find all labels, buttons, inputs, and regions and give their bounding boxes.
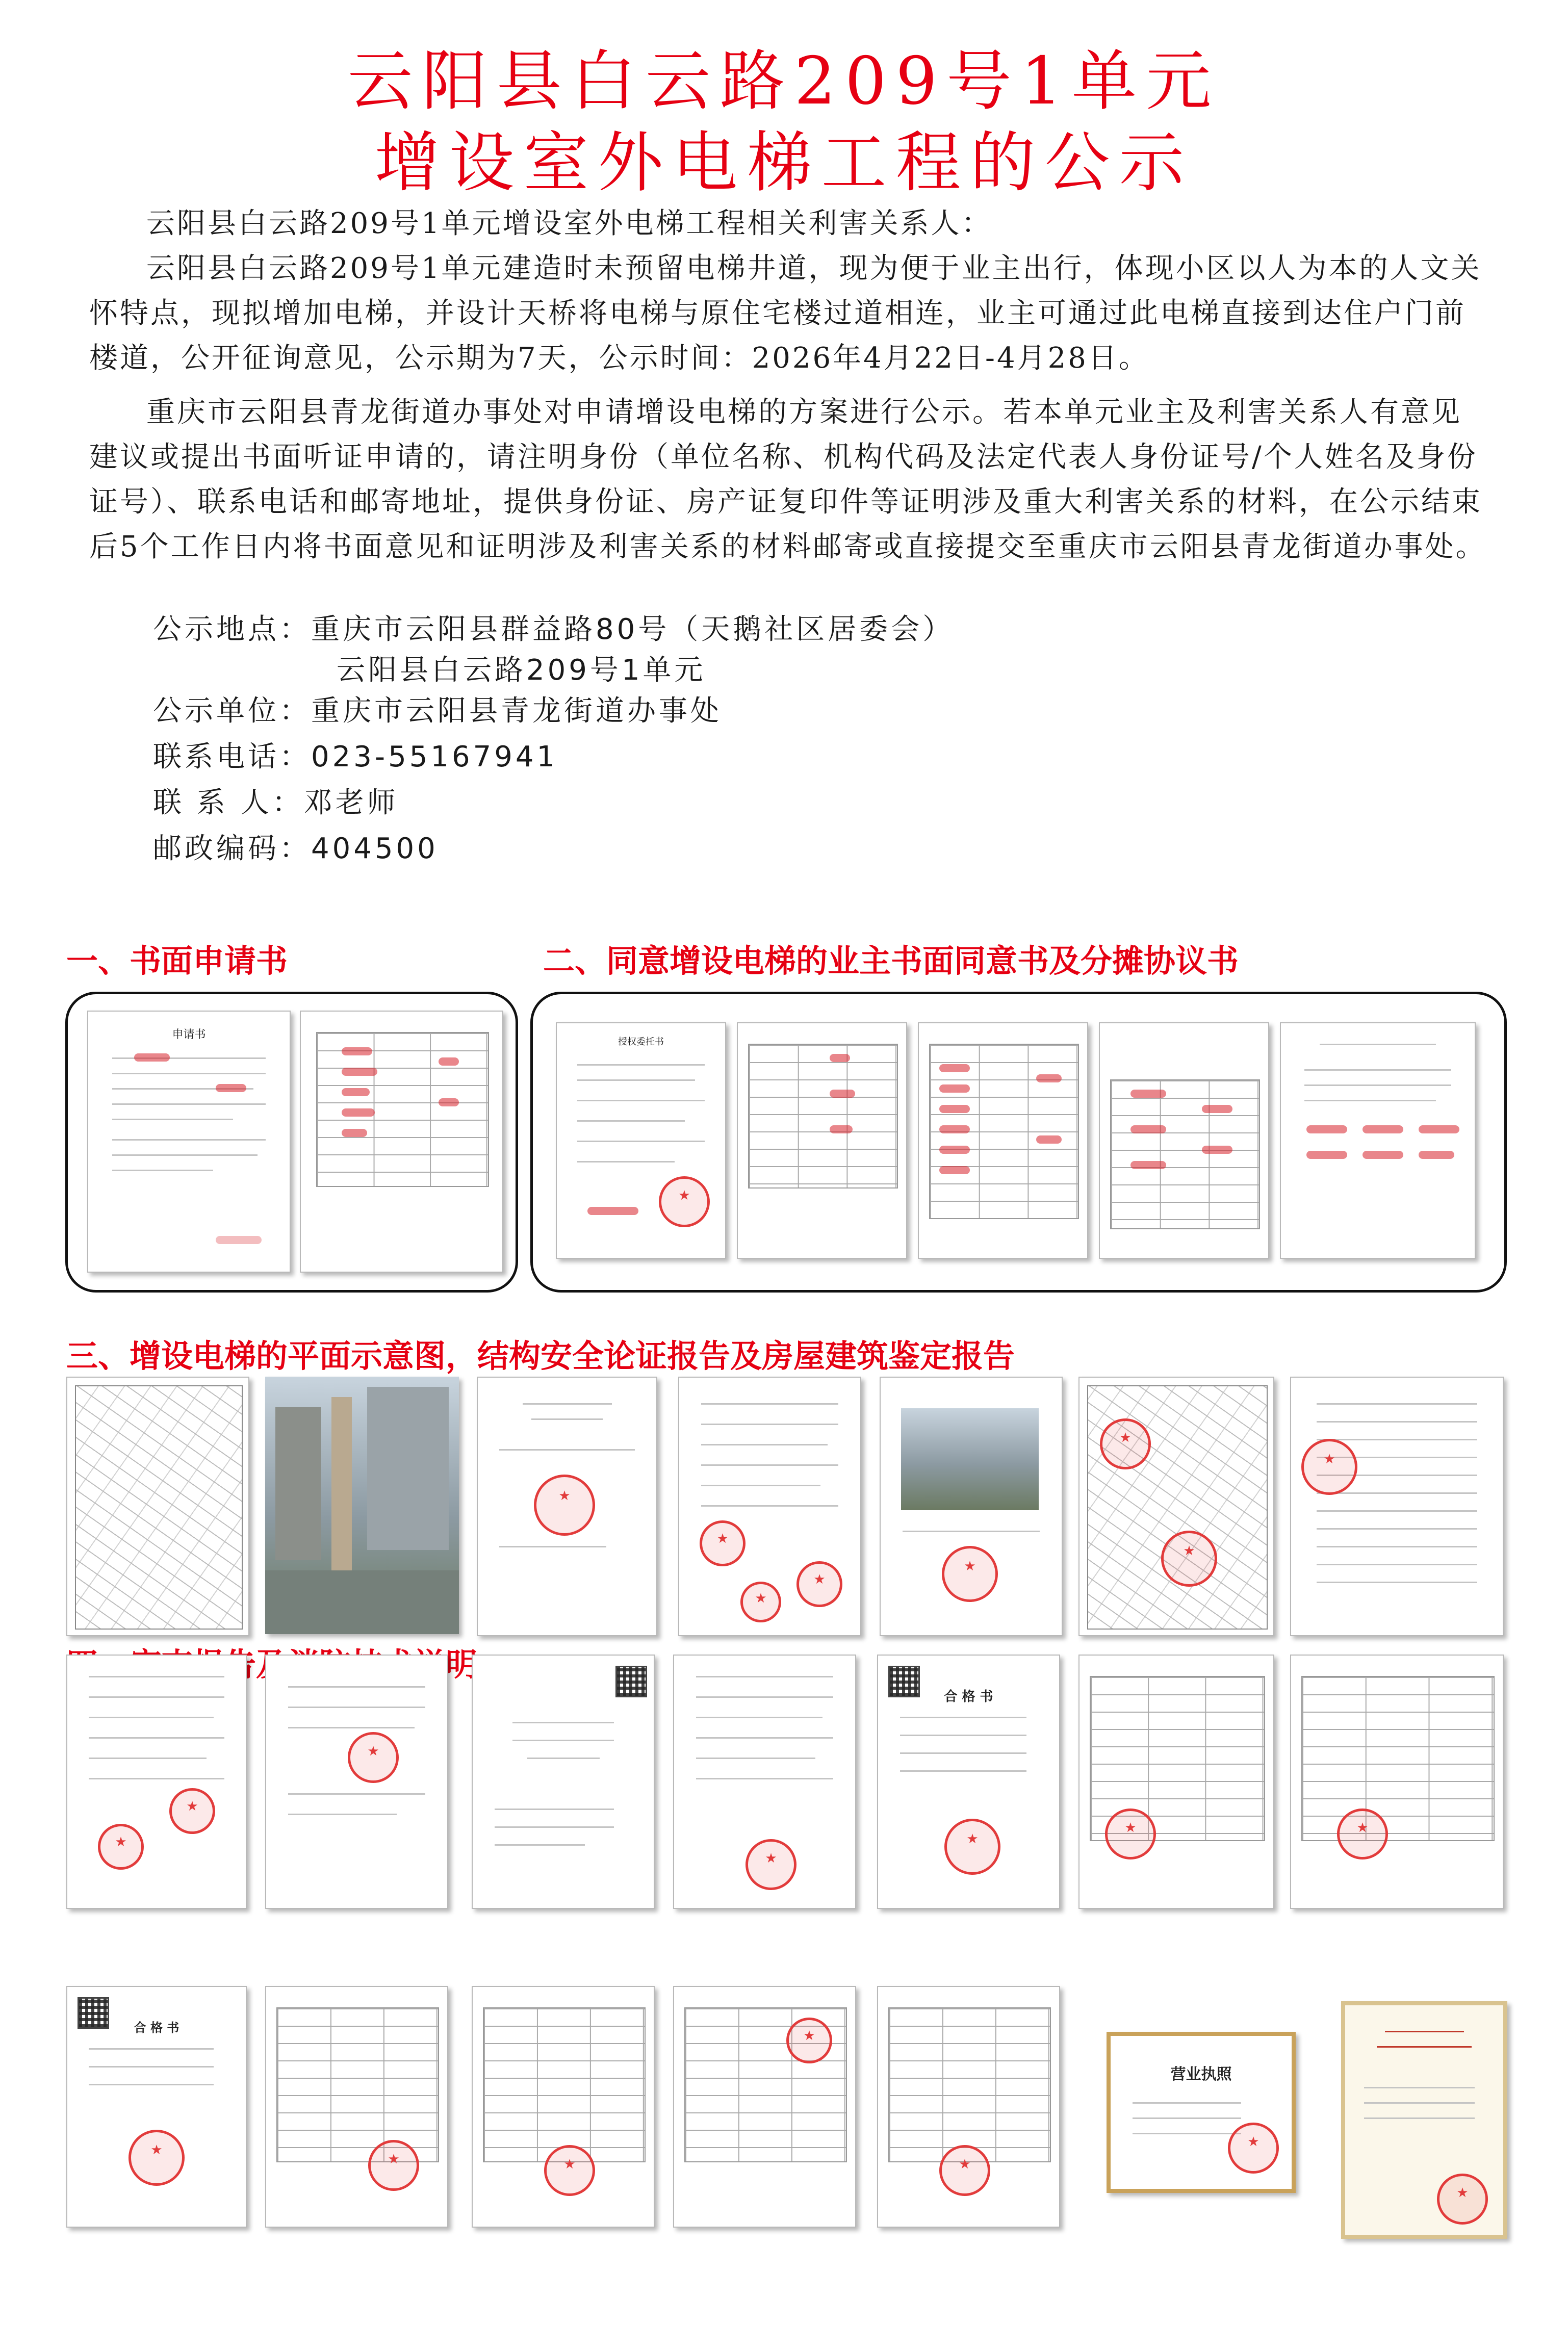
owner-consent-form-thumbnail — [918, 1022, 1088, 1259]
structural-report-page-thumbnail — [678, 1377, 861, 1636]
production-license-thumbnail — [1341, 2001, 1507, 2239]
fire-review-table-thumbnail — [877, 1986, 1060, 2228]
application-letter-heading: 申请书 — [172, 1028, 206, 1041]
building-photo-thumbnail — [265, 1377, 459, 1634]
notice-salutation: 云阳县白云路209号1单元增设室外电梯工程相关利害关系人： — [146, 207, 992, 240]
contact-location-2: 云阳县白云路209号1单元 — [337, 654, 706, 687]
page-title-line2: 增设室外电梯工程的公示 — [374, 125, 1194, 201]
page-title-line1: 云阳县白云路209号1单元 — [347, 43, 1221, 119]
structural-safety-report-cover-thumbnail — [477, 1377, 657, 1636]
notice-paragraph-1: 云阳县白云路209号1单元建造时未预留电梯井道，现为便于业主出行，体现小区以人为本的人文关怀特点，现拟增加电梯，并设计天桥将电梯与原住宅楼过道相连，业主可通过此电梯直接到达住户门前楼道，公开征询意见，公示期为7天，公示时间：2026年4月22日-4月28日。 — [89, 252, 1482, 375]
qualified-certificate-thumbnail — [877, 1655, 1060, 1909]
section-2-frame — [530, 992, 1507, 1293]
cost-sharing-agreement-thumbnail — [1280, 1022, 1476, 1259]
client-list-thumbnail — [737, 1022, 907, 1259]
section-heading-1: 一、书面申请书 — [66, 942, 288, 979]
authorization-letter-thumbnail — [556, 1022, 726, 1259]
qualified-certificate-heading: 合 格 书 — [944, 1689, 993, 1704]
contact-postcode: 邮政编码：404500 — [153, 832, 439, 865]
notice-paragraph-2: 重庆市云阳县青龙街道办事处对申请增设电梯的方案进行公示。若本单元业主及利害关系人有意见建议或提出书面听证申请的，请注明身份（单位名称、机构代码及法定代表人身份证号/个人姓名及身份证号）、联系电话和邮寄地址，提供身份证、房产证复印件等证明涉及重大利害关系的材料，在公示结束后5个工作日内将书面意见和证明涉及利害关系的材料邮寄或直接提交至重庆市云阳县青龙街道办事处。 — [89, 396, 1486, 563]
contact-person: 联 系 人：邓老师 — [153, 786, 399, 819]
review-form-table-thumbnail — [1078, 1655, 1274, 1909]
fire-review-form-thumbnail — [265, 1986, 448, 2228]
fire-review-opinion-thumbnail — [673, 1986, 856, 2228]
application-letter-thumbnail — [87, 1011, 291, 1273]
elevator-plan-drawing-thumbnail — [1078, 1377, 1274, 1636]
signature-list-thumbnail — [300, 1011, 503, 1273]
inspection-report-page-thumbnail — [66, 1655, 247, 1909]
fire-review-certificate-thumbnail — [66, 1986, 247, 2228]
authorization-letter-heading: 授权委托书 — [618, 1037, 664, 1047]
drawing-index-list-thumbnail — [1290, 1377, 1504, 1636]
section-1-frame — [65, 992, 518, 1293]
fire-review-certificate-heading: 合 格 书 — [134, 2020, 179, 2035]
business-license-thumbnail — [1107, 2032, 1296, 2193]
resident-signature-table-thumbnail — [1099, 1022, 1269, 1259]
business-license-heading: 营业执照 — [1170, 2065, 1232, 2083]
fire-review-form-2-thumbnail — [472, 1986, 655, 2228]
testing-company-cover-thumbnail — [472, 1655, 655, 1909]
site-plan-drawing-thumbnail — [66, 1377, 249, 1636]
contact-location: 公示地点：重庆市云阳县群益路80号（天鹅社区居委会） — [153, 613, 955, 646]
review-form-table-2-thumbnail — [1290, 1655, 1504, 1909]
section-heading-2: 二、同意增设电梯的业主书面同意书及分摊协议书 — [543, 942, 1239, 979]
site-photo-report-thumbnail — [880, 1377, 1063, 1636]
contact-phone: 联系电话：023-55167941 — [153, 740, 558, 773]
review-opinion-page-thumbnail — [673, 1655, 856, 1909]
contact-unit: 公示单位：重庆市云阳县青龙街道办事处 — [153, 694, 722, 728]
inspection-conclusion-page-thumbnail — [265, 1655, 448, 1909]
section-heading-3: 三、增设电梯的平面示意图，结构安全论证报告及房屋建筑鉴定报告 — [66, 1337, 1015, 1375]
